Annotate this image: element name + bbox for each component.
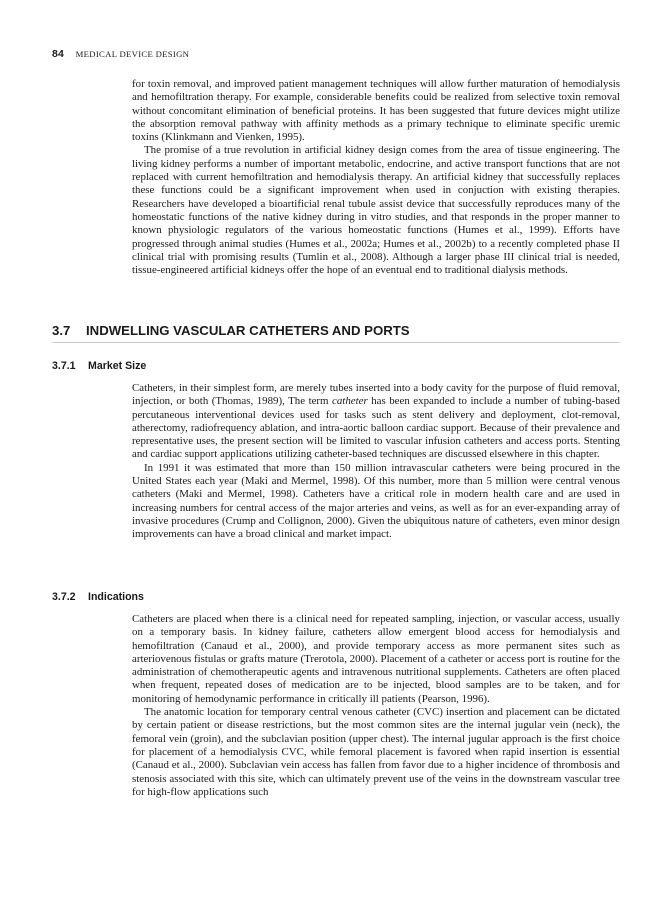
subsection-title: Market Size — [88, 360, 147, 372]
subsection-title: Indications — [88, 591, 144, 603]
section-number: 3.7 — [52, 323, 71, 338]
running-header — [52, 48, 189, 60]
indications-paragraph-2: The anatomic location for temporary central venous catheter (CVC) insertion and placement can be dictated by certain patient or disease restrictions, but the most common sites are the internal jugular vein (neck), the femoral vein (groin), and the subclavian position (upper chest). The internal jugular approach is the first choice for placement of a hemodialysis CVC, while femoral placement is favored when rapid insertion is essential (Canaud et al., 2000). Subclavian vein access has fallen from favor due to a higher incidence of thrombosis and stenosis associated with this site, which can ultimately prevent use of the veins in the downstream vascular tree for high-flow applications such — [132, 706, 620, 798]
subsection-heading-market-size — [52, 360, 146, 372]
subsection-heading-indications — [52, 591, 144, 603]
market-size-paragraph-1: Catheters, in their simplest form, are merely tubes inserted into a body cavity for the purpose of fluid removal, injection, or both (Thomas, 1989), The term catheter has been expanded to include a number of tubing-based percutaneous interventional devices used for tasks such as stent delivery and deployment, clot-removal, atherectomy, radiofrequency ablation, and intra-aortic balloon cardiac support. Because of their prevalence and representative uses, the present section will be limited to vascular infusion catheters and access ports. Stenting and cardiac support applications utilizing catheter-based techniques are discussed elsewhere in this chapter. — [132, 382, 620, 461]
intro-paragraph-1: for toxin removal, and improved patient management techniques will allow further maturation of hemodialysis and hemofiltration therapy. For example, considerable benefits could be realized from selective toxin removal without concomitant elimination of beneficial proteins. It has been suggested that future devices might utilize the absorption removal pathway with affinity methods as a primary technique to eliminate specific uremic toxins (Klinkmann and Vienken, 1995). — [132, 78, 620, 144]
section-heading — [52, 323, 410, 338]
emphasized-term: catheter — [332, 395, 368, 408]
subsection-number: 3.7.1 — [52, 360, 76, 372]
section-title: INDWELLING VASCULAR CATHETERS AND PORTS — [86, 323, 410, 338]
subsection-number: 3.7.2 — [52, 591, 76, 603]
indications-paragraph-1: Catheters are placed when there is a clinical need for repeated sampling, injection, or vascular access, usually on a temporary basis. In kidney failure, catheters allow emergent blood access for hemodialysis and hemofiltration (Canaud et al., 2000), and provide temporary access as more permanent sites such as arteriovenous fistulas or grafts mature (Trerotola, 2000). Placement of a catheter or access port is routine for the administration of chemotherapeutic agents and intravenous nutritional supplements. Catheters are often placed when frequent, repeated doses of medication are to be injected, blood samples are to be taken, and for monitoring of hemodynamic performance in critically ill patients (Pearson, 1996). — [132, 613, 620, 705]
market-size-text — [132, 382, 620, 542]
intro-paragraph-2: The promise of a true revolution in artificial kidney design comes from the area of tissue engineering. The living kidney performs a number of important metabolic, endocrine, and active transport functions that are not replaced with current hemofiltration and hemodialysis therapy. An artificial kidney that successfully replaces these functions could be a significant improvement when used in conjuction with existing therapies. Researchers have developed a bioartificial renal tubule assist device that successfully reproduces many of the homeostatic functions of the native kidney during in vitro studies, and that responds in the proper manner to known physiologic regulators of the various homeostatic functions (Humes et al., 1999). Efforts have progressed through animal studies (Humes et al., 2002a; Humes et al., 2002b) to a recently completed phase II clinical trial with promising results (Tumlin et al., 2008). Although a larger phase III clinical trial is needed, tissue-engineered artificial kidneys offer the hope of an eventual end to traditional dialysis methods. — [132, 144, 620, 277]
book-title: MEDICAL DEVICE DESIGN — [75, 49, 190, 59]
page-number: 84 — [52, 48, 64, 60]
indications-text — [132, 613, 620, 799]
market-size-paragraph-2: In 1991 it was estimated that more than 150 million intravascular catheters were being procured in the United States each year (Maki and Mermel, 1998). Of this number, more than 5 million were central venous catheters (Maki and Mermel, 1998). Catheters have a critical role in modern health care and are used in increasing numbers for central access of the major arteries and veins, as well as for an ever-expanding array of invasive procedures (Crump and Collignon, 2000). Given the ubiquitous nature of catheters, even minor design improvements can have a broad clinical and market impact. — [132, 461, 620, 541]
section-rule — [52, 342, 620, 343]
intro-text — [132, 78, 620, 277]
